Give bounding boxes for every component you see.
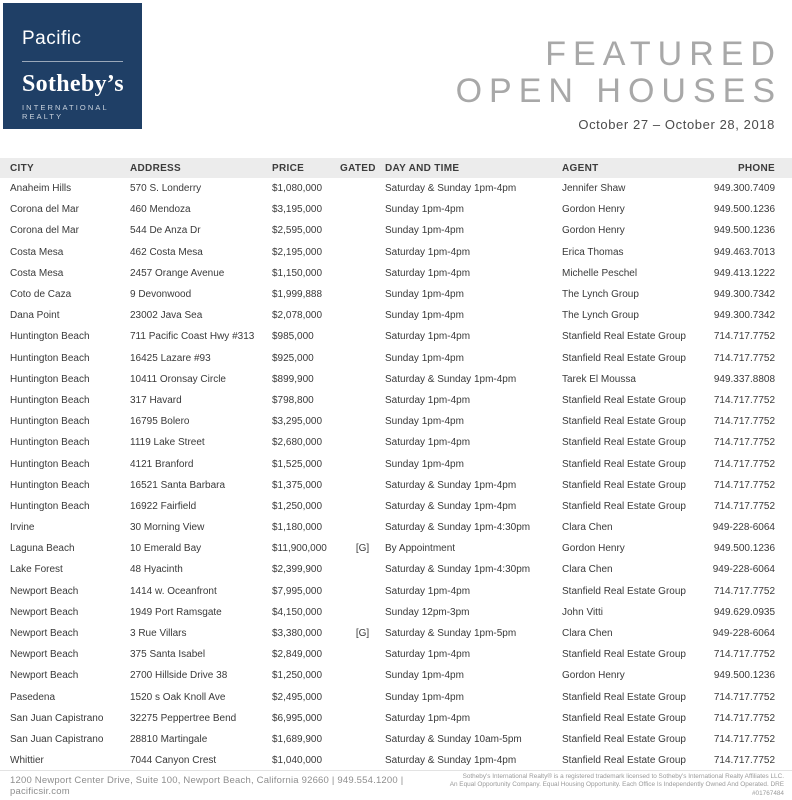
cell-agent: Clara Chen xyxy=(562,628,613,640)
table-row xyxy=(0,242,792,263)
cell-agent: Michelle Peschel xyxy=(562,267,638,279)
cell-phone: 949.463.7013 xyxy=(713,246,775,258)
cell-city: Huntington Beach xyxy=(10,416,90,428)
cell-agent: Stanfield Real Estate Group xyxy=(562,437,686,449)
cell-day-time: Sunday 1pm-4pm xyxy=(385,458,464,470)
column-header-address: ADDRESS xyxy=(130,162,181,174)
cell-phone: 714.717.7752 xyxy=(713,585,775,597)
cell-price: $1,375,000 xyxy=(272,479,323,491)
cell-day-time: Sunday 1pm-4pm xyxy=(385,204,464,216)
cell-address: 711 Pacific Coast Hwy #313 xyxy=(130,331,255,343)
cell-address: 1949 Port Ramsgate xyxy=(130,606,222,618)
table-row xyxy=(0,284,792,305)
cell-address: 16795 Bolero xyxy=(130,416,190,428)
table-row xyxy=(0,178,792,199)
cell-phone: 714.717.7752 xyxy=(713,733,775,745)
cell-address: 10 Emerald Bay xyxy=(130,543,202,555)
cell-phone: 714.717.7752 xyxy=(713,500,775,512)
cell-address: 317 Havard xyxy=(130,394,182,406)
cell-day-time: Sunday 12pm-3pm xyxy=(385,606,470,618)
cell-address: 16521 Santa Barbara xyxy=(130,479,226,491)
column-header-agent: AGENT xyxy=(562,162,599,174)
cell-address: 30 Morning View xyxy=(130,522,205,534)
cell-phone: 949.500.1236 xyxy=(713,225,775,237)
cell-agent: Stanfield Real Estate Group xyxy=(562,479,686,491)
column-header-day-time: DAY AND TIME xyxy=(385,162,460,174)
footer-legal-line1: Sotheby's International Realty® is a registered trademark licensed to Sotheby's International Realty Affiliates LLC. xyxy=(462,772,784,780)
cell-phone: 949.300.7342 xyxy=(713,310,775,322)
table-row xyxy=(0,623,792,644)
table-row xyxy=(0,581,792,602)
cell-phone: 714.717.7752 xyxy=(713,437,775,449)
table-row xyxy=(0,305,792,326)
cell-phone: 949.500.1236 xyxy=(713,670,775,682)
table-row xyxy=(0,432,792,453)
column-header-city: CITY xyxy=(10,162,34,174)
cell-phone: 949.413.1222 xyxy=(713,267,775,279)
footer-contact-info: 1200 Newport Center Drive, Suite 100, Newport Beach, California 92660 | 949.554.1200 | pacificsir.com xyxy=(10,774,404,797)
cell-day-time: Sunday 1pm-4pm xyxy=(385,289,464,301)
table-row xyxy=(0,729,792,750)
cell-day-time: Saturday 1pm-4pm xyxy=(385,246,471,258)
cell-price: $1,150,000 xyxy=(272,267,323,279)
cell-city: Huntington Beach xyxy=(10,437,90,449)
cell-agent: John Vitti xyxy=(562,606,603,618)
cell-agent: Stanfield Real Estate Group xyxy=(562,394,686,406)
cell-day-time: By Appointment xyxy=(385,543,456,555)
cell-day-time: Saturday & Sunday 1pm-4:30pm xyxy=(385,522,531,534)
cell-agent: Stanfield Real Estate Group xyxy=(562,585,686,597)
table-row xyxy=(0,708,792,729)
table-row xyxy=(0,644,792,665)
cell-day-time: Sunday 1pm-4pm xyxy=(385,670,464,682)
cell-gated: [G] xyxy=(355,543,370,555)
cell-city: Corona del Mar xyxy=(10,225,79,237)
table-row xyxy=(0,750,792,771)
cell-city: San Juan Capistrano xyxy=(10,733,104,745)
brand-logo xyxy=(3,3,142,129)
cell-city: Huntington Beach xyxy=(10,373,90,385)
cell-agent: Stanfield Real Estate Group xyxy=(562,733,686,745)
brand-sub-name: Sotheby’s xyxy=(22,71,124,97)
table-row xyxy=(0,665,792,686)
cell-city: Newport Beach xyxy=(10,628,79,640)
cell-gated: [G] xyxy=(355,628,370,640)
cell-price: $4,150,000 xyxy=(272,606,323,618)
page-title-line1: FEATURED xyxy=(545,35,782,73)
cell-address: 462 Costa Mesa xyxy=(130,246,203,258)
cell-phone: 949.500.1236 xyxy=(713,204,775,216)
cell-day-time: Saturday 1pm-4pm xyxy=(385,437,471,449)
cell-address: 48 Hyacinth xyxy=(130,564,183,576)
cell-city: Anaheim Hills xyxy=(10,183,72,195)
cell-address: 23002 Java Sea xyxy=(130,310,203,322)
cell-price: $1,525,000 xyxy=(272,458,323,470)
cell-price: $1,999,888 xyxy=(272,289,323,301)
cell-city: Huntington Beach xyxy=(10,352,90,364)
cell-agent: Gordon Henry xyxy=(562,670,625,682)
cell-price: $899,900 xyxy=(272,373,314,385)
cell-city: Corona del Mar xyxy=(10,204,79,216)
cell-price: $2,399,900 xyxy=(272,564,323,576)
table-row xyxy=(0,326,792,347)
cell-price: $1,689,900 xyxy=(272,733,323,745)
cell-day-time: Saturday 1pm-4pm xyxy=(385,331,471,343)
cell-day-time: Saturday 1pm-4pm xyxy=(385,267,471,279)
cell-day-time: Sunday 1pm-4pm xyxy=(385,416,464,428)
table-body xyxy=(0,178,792,771)
cell-agent: Stanfield Real Estate Group xyxy=(562,416,686,428)
cell-agent: Stanfield Real Estate Group xyxy=(562,755,686,767)
cell-agent: Tarek El Moussa xyxy=(562,373,636,385)
cell-price: $2,680,000 xyxy=(272,437,323,449)
cell-phone: 714.717.7752 xyxy=(713,394,775,406)
cell-agent: Stanfield Real Estate Group xyxy=(562,352,686,364)
cell-price: $1,180,000 xyxy=(272,522,323,534)
cell-phone: 714.717.7752 xyxy=(713,691,775,703)
cell-day-time: Saturday 1pm-4pm xyxy=(385,585,471,597)
table-row xyxy=(0,687,792,708)
cell-address: 1520 s Oak Knoll Ave xyxy=(130,691,226,703)
cell-price: $11,900,000 xyxy=(272,543,327,555)
cell-phone: 714.717.7752 xyxy=(713,416,775,428)
cell-phone: 949.300.7409 xyxy=(713,183,775,195)
cell-address: 460 Mendoza xyxy=(130,204,191,216)
table-row xyxy=(0,496,792,517)
cell-price: $1,250,000 xyxy=(272,670,323,682)
cell-address: 1414 w. Oceanfront xyxy=(130,585,217,597)
cell-price: $1,080,000 xyxy=(272,183,323,195)
cell-agent: Gordon Henry xyxy=(562,225,625,237)
column-header-price: PRICE xyxy=(272,162,305,174)
cell-agent: Gordon Henry xyxy=(562,543,625,555)
cell-agent: The Lynch Group xyxy=(562,310,639,322)
cell-city: Newport Beach xyxy=(10,670,79,682)
cell-city: Huntington Beach xyxy=(10,458,90,470)
cell-address: 16922 Fairfield xyxy=(130,500,197,512)
cell-city: Newport Beach xyxy=(10,649,79,661)
cell-phone: 714.717.7752 xyxy=(713,712,775,724)
cell-address: 2457 Orange Avenue xyxy=(130,267,225,279)
brand-name: Pacific xyxy=(22,28,82,49)
cell-day-time: Sunday 1pm-4pm xyxy=(385,691,464,703)
cell-day-time: Saturday 1pm-4pm xyxy=(385,712,471,724)
cell-phone: 714.717.7752 xyxy=(713,649,775,661)
cell-price: $3,380,000 xyxy=(272,628,323,640)
cell-address: 375 Santa Isabel xyxy=(130,649,206,661)
cell-price: $925,000 xyxy=(272,352,314,364)
cell-agent: Jennifer Shaw xyxy=(562,183,626,195)
cell-address: 7044 Canyon Crest xyxy=(130,755,217,767)
footer xyxy=(0,770,792,800)
cell-day-time: Sunday 1pm-4pm xyxy=(385,352,464,364)
cell-city: Huntington Beach xyxy=(10,500,90,512)
table-row xyxy=(0,559,792,580)
cell-address: 544 De Anza Dr xyxy=(130,225,201,237)
column-header-gated: GATED xyxy=(340,162,376,174)
cell-address: 16425 Lazare #93 xyxy=(130,352,211,364)
cell-day-time: Saturday & Sunday 1pm-5pm xyxy=(385,628,517,640)
cell-agent: Stanfield Real Estate Group xyxy=(562,458,686,470)
table-row xyxy=(0,453,792,474)
cell-agent: Erica Thomas xyxy=(562,246,624,258)
cell-address: 570 S. Londerry xyxy=(130,183,202,195)
cell-agent: Stanfield Real Estate Group xyxy=(562,331,686,343)
cell-phone: 949-228-6064 xyxy=(712,564,775,576)
cell-phone: 714.717.7752 xyxy=(713,479,775,491)
footer-legal-text xyxy=(438,773,784,799)
cell-day-time: Saturday & Sunday 10am-5pm xyxy=(385,733,522,745)
table-row xyxy=(0,390,792,411)
cell-phone: 949.300.7342 xyxy=(713,289,775,301)
cell-agent: Stanfield Real Estate Group xyxy=(562,500,686,512)
table-row xyxy=(0,369,792,390)
cell-city: Pasedena xyxy=(10,691,56,703)
cell-phone: 714.717.7752 xyxy=(713,755,775,767)
table-row xyxy=(0,220,792,241)
cell-day-time: Saturday & Sunday 1pm-4pm xyxy=(385,183,517,195)
cell-day-time: Sunday 1pm-4pm xyxy=(385,310,464,322)
footer-legal-line2: An Equal Opportunity Company. Equal Housing Opportunity. Each Office Is Independently Owned And Operated. DRE #01767484 xyxy=(449,781,784,797)
cell-city: Dana Point xyxy=(10,310,60,322)
cell-city: San Juan Capistrano xyxy=(10,712,104,724)
cell-agent: Stanfield Real Estate Group xyxy=(562,649,686,661)
table-row xyxy=(0,411,792,432)
cell-address: 10411 Oronsay Circle xyxy=(130,373,226,385)
cell-price: $2,078,000 xyxy=(272,310,323,322)
cell-price: $3,195,000 xyxy=(272,204,323,216)
column-header-phone: PHONE xyxy=(737,162,775,174)
table-row xyxy=(0,263,792,284)
listings-table xyxy=(0,158,792,771)
table-row xyxy=(0,517,792,538)
logo-divider xyxy=(22,61,123,62)
cell-price: $1,040,000 xyxy=(272,755,323,767)
cell-city: Huntington Beach xyxy=(10,479,90,491)
cell-phone: 714.717.7752 xyxy=(713,352,775,364)
cell-agent: The Lynch Group xyxy=(562,289,639,301)
cell-day-time: Saturday & Sunday 1pm-4:30pm xyxy=(385,564,531,576)
masthead xyxy=(455,35,782,132)
cell-day-time: Saturday 1pm-4pm xyxy=(385,394,471,406)
cell-price: $7,995,000 xyxy=(272,585,323,597)
cell-address: 4121 Branford xyxy=(130,458,194,470)
cell-city: Whittier xyxy=(10,755,44,767)
cell-price: $2,595,000 xyxy=(272,225,323,237)
cell-city: Coto de Caza xyxy=(10,289,72,301)
cell-address: 9 Devonwood xyxy=(130,289,192,301)
cell-city: Huntington Beach xyxy=(10,394,90,406)
cell-price: $2,195,000 xyxy=(272,246,323,258)
cell-price: $2,849,000 xyxy=(272,649,323,661)
table-row xyxy=(0,602,792,623)
cell-day-time: Saturday & Sunday 1pm-4pm xyxy=(385,373,517,385)
cell-city: Newport Beach xyxy=(10,585,79,597)
date-range: October 27 – October 28, 2018 xyxy=(578,117,775,132)
cell-price: $1,250,000 xyxy=(272,500,323,512)
cell-price: $985,000 xyxy=(272,331,314,343)
table-row xyxy=(0,538,792,559)
cell-city: Irvine xyxy=(10,522,35,534)
cell-phone: 714.717.7752 xyxy=(713,331,775,343)
cell-city: Costa Mesa xyxy=(10,246,64,258)
cell-phone: 714.717.7752 xyxy=(713,458,775,470)
cell-agent: Gordon Henry xyxy=(562,204,625,216)
cell-city: Laguna Beach xyxy=(10,543,75,555)
table-row xyxy=(0,348,792,369)
cell-address: 32275 Peppertree Bend xyxy=(130,712,237,724)
cell-day-time: Sunday 1pm-4pm xyxy=(385,225,464,237)
cell-day-time: Saturday 1pm-4pm xyxy=(385,649,471,661)
cell-address: 28810 Martingale xyxy=(130,733,208,745)
cell-city: Lake Forest xyxy=(10,564,63,576)
cell-price: $2,495,000 xyxy=(272,691,323,703)
cell-address: 3 Rue Villars xyxy=(130,628,187,640)
cell-phone: 949.500.1236 xyxy=(713,543,775,555)
cell-day-time: Saturday & Sunday 1pm-4pm xyxy=(385,500,517,512)
cell-day-time: Saturday & Sunday 1pm-4pm xyxy=(385,479,517,491)
cell-price: $6,995,000 xyxy=(272,712,323,724)
cell-city: Huntington Beach xyxy=(10,331,90,343)
cell-city: Newport Beach xyxy=(10,606,79,618)
cell-city: Costa Mesa xyxy=(10,267,64,279)
cell-phone: 949.337.8808 xyxy=(713,373,775,385)
table-row xyxy=(0,475,792,496)
cell-day-time: Saturday & Sunday 1pm-4pm xyxy=(385,755,517,767)
cell-address: 2700 Hillside Drive 38 xyxy=(130,670,228,682)
cell-price: $798,800 xyxy=(272,394,314,406)
cell-agent: Stanfield Real Estate Group xyxy=(562,691,686,703)
cell-phone: 949-228-6064 xyxy=(712,628,775,640)
cell-agent: Clara Chen xyxy=(562,564,613,576)
table-header-row xyxy=(0,158,792,178)
page-title-line2: OPEN HOUSES xyxy=(455,72,782,110)
brand-tagline: INTERNATIONAL REALTY xyxy=(22,103,109,121)
table-row xyxy=(0,199,792,220)
cell-price: $3,295,000 xyxy=(272,416,323,428)
cell-agent: Clara Chen xyxy=(562,522,613,534)
cell-agent: Stanfield Real Estate Group xyxy=(562,712,686,724)
cell-phone: 949-228-6064 xyxy=(712,522,775,534)
cell-phone: 949.629.0935 xyxy=(713,606,775,618)
cell-address: 1119 Lake Street xyxy=(130,437,205,449)
